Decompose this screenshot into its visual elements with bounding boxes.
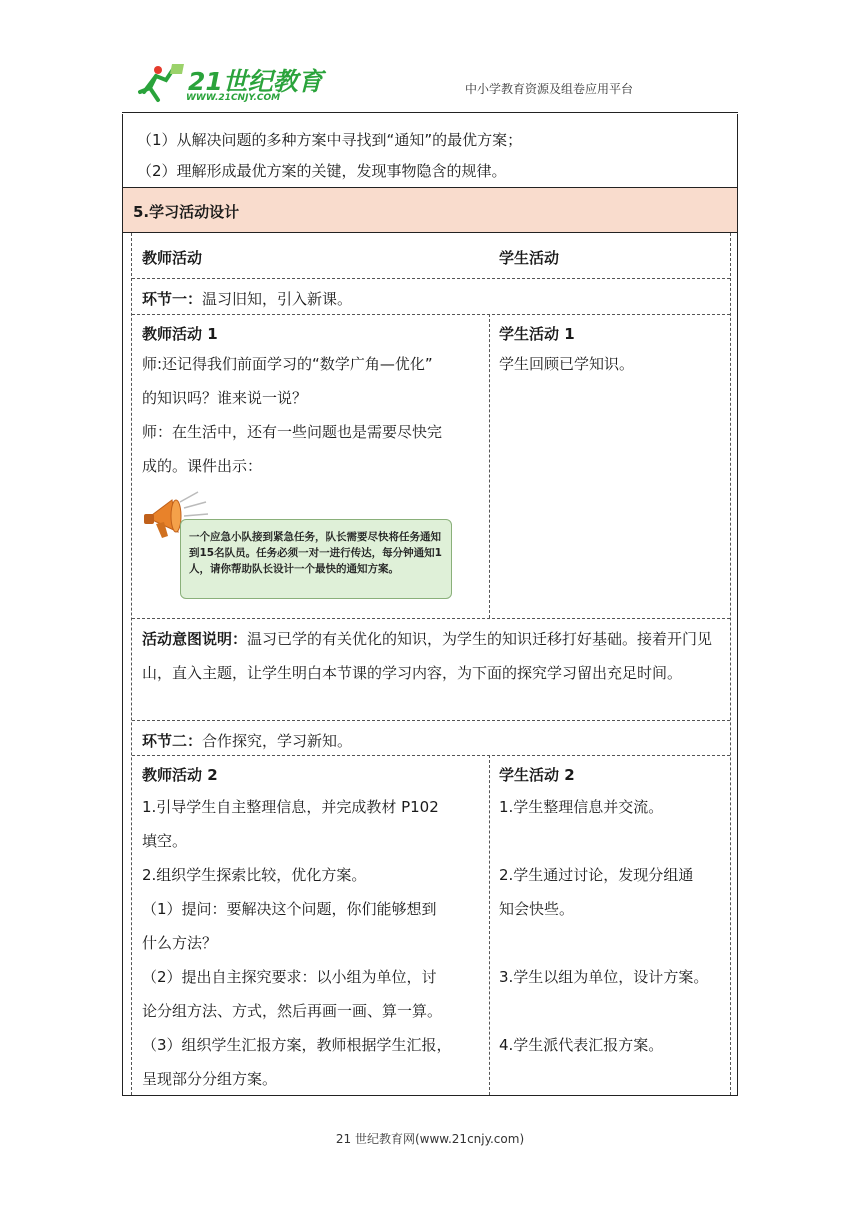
teacher-2-line: 论分组方法、方式，然后再画一画、算一算。	[142, 1002, 443, 1020]
page-footer[interactable]: 21 世纪教育网(www.21cnjy.com)	[335, 1132, 525, 1146]
student-2-line: 1.学生整理信息并交流。	[499, 798, 664, 816]
intent-note	[142, 622, 724, 690]
row-divider	[132, 720, 730, 721]
column-divider	[489, 755, 490, 1095]
teacher-2-line: （3）组织学生汇报方案，教师根据学生汇报，	[142, 1036, 452, 1054]
header-divider	[122, 112, 738, 113]
teacher-2-line: 2.组织学生探索比较，优化方案。	[142, 866, 367, 884]
section-header	[123, 187, 737, 233]
teacher-2-line: 呈现部分分组方案。	[142, 1070, 278, 1088]
stage2-title: 环节二：	[142, 732, 203, 750]
objective-2: （2）理解形成最优方案的关键，发现事物隐含的规律。	[137, 162, 507, 180]
teacher-1-line: 的知识吗？谁来说一说？	[142, 389, 308, 407]
runner-logo-icon	[136, 62, 188, 106]
teacher-activity-1-head: 教师活动 1	[142, 325, 218, 343]
page-header	[0, 0, 860, 112]
intent-text: 温习已学的有关优化的知识，为学生的知识迁移打好基础。接着开门见山，直入主题，让学生明白本节课的学习内容，为下面的探究学习留出充足时间。	[142, 630, 713, 682]
student-2-line: 4.学生派代表汇报方案。	[499, 1036, 664, 1054]
section-title: 5.学习活动设计	[133, 203, 240, 221]
row-divider	[132, 755, 730, 756]
teacher-activity-1-body	[142, 347, 487, 483]
teacher-1-line: 成的。课件出示：	[142, 457, 263, 475]
col-header-student: 学生活动	[499, 249, 560, 267]
row-divider	[132, 618, 730, 619]
logo-url: WWW.21CNJY.COM	[186, 93, 281, 103]
student-2-line: 3.学生以组为单位，设计方案。	[499, 968, 709, 986]
stage1-text: 温习旧知，引入新课。	[202, 290, 353, 308]
stage2-row	[142, 730, 352, 751]
row-divider	[132, 314, 730, 315]
student-2-line	[499, 994, 729, 1028]
teacher-1-line: 师:还记得我们前面学习的“数学广角—优化”	[142, 355, 433, 373]
student-2-line: 2.学生通过讨论，发现分组通	[499, 866, 694, 884]
teacher-activity-2-body	[142, 790, 487, 1096]
activity-table	[131, 233, 731, 1095]
student-activity-1-body	[499, 347, 729, 381]
student-activity-2-body	[499, 790, 729, 1096]
logo-text: 21世纪教育	[188, 67, 323, 96]
intent-label: 活动意图说明：	[142, 630, 248, 648]
stage2-text: 合作探究，学习新知。	[202, 732, 353, 750]
student-2-line	[499, 926, 729, 960]
objective-1: （1）从解决问题的多种方案中寻找到“通知”的最优方案；	[137, 131, 523, 149]
teacher-2-line: （2）提出自主探究要求：以小组为单位，讨	[142, 968, 437, 986]
problem-card	[180, 519, 452, 599]
teacher-1-line: 师：在生活中，还有一些问题也是需要尽快完	[142, 423, 443, 441]
row-divider	[132, 278, 730, 279]
student-activity-2-head: 学生活动 2	[499, 766, 575, 784]
lesson-document	[122, 114, 738, 1096]
stage1-title: 环节一：	[142, 290, 203, 308]
col-header-teacher: 教师活动	[142, 249, 203, 267]
student-1-line: 学生回顾已学知识。	[499, 355, 635, 373]
teacher-2-line: 什么方法？	[142, 934, 218, 952]
teacher-2-line: 1.引导学生自主整理信息，并完成教材 P102	[142, 798, 439, 816]
column-divider	[489, 314, 490, 618]
stage1-row	[142, 288, 352, 309]
brand-logo[interactable]	[136, 62, 323, 106]
problem-text: 一个应急小队接到紧急任务，队长需要尽快将任务通知到15名队员。任务必须一对一进行传达，每分钟通知1人，请你帮助队长设计一个最快的通知方案。	[189, 531, 442, 575]
student-2-line: 知会快些。	[499, 900, 575, 918]
student-activity-1-head: 学生活动 1	[499, 325, 575, 343]
teacher-2-line: 填空。	[142, 832, 188, 850]
teacher-activity-2-head: 教师活动 2	[142, 766, 218, 784]
teacher-2-line: （1）提问：要解决这个问题，你们能够想到	[142, 900, 437, 918]
platform-name: 中小学教育资源及组卷应用平台	[465, 82, 634, 96]
student-2-line	[499, 1062, 729, 1096]
student-2-line	[499, 824, 729, 858]
